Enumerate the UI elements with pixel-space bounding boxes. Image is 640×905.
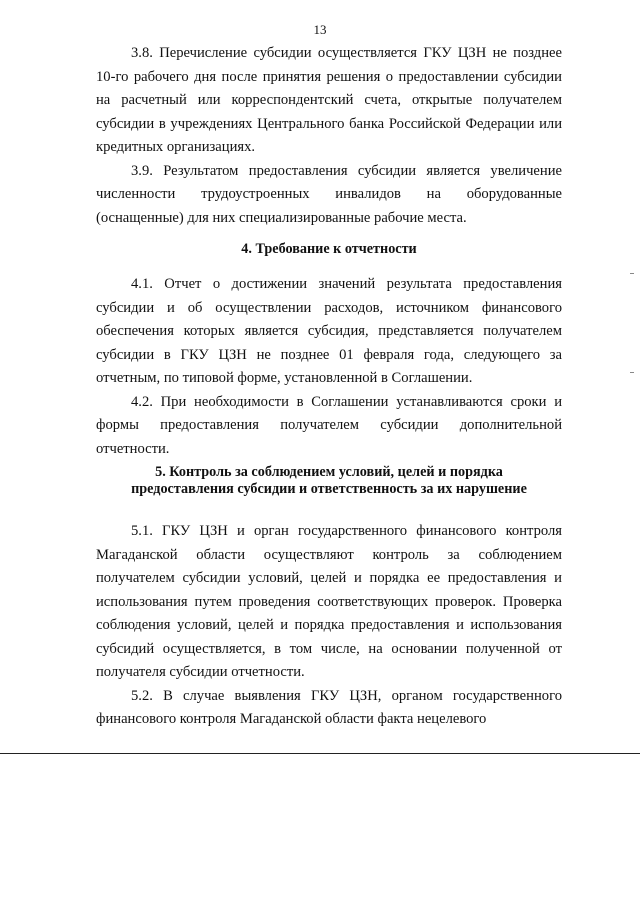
paragraph-3-8: 3.8. Перечисление субсидии осуществляется ГКУ ЦЗН не позднее 10-го рабочего дня после принятия решения о предоставлении субсидии на расчетный или корреспондентский счета, открытые получателем субсидии в учреждениях Центрального банка Российской Федерации или кредитных организациях. — [96, 45, 562, 155]
page-number: 13 — [313, 22, 327, 37]
section-4-heading: 4. Требование к отчетности — [241, 241, 417, 257]
paragraph-5-2: 5.2. В случае выявления ГКУ ЦЗН, органом государственного финансового контроля Магаданской области факта нецелевого — [96, 687, 562, 727]
section-5-heading-line-2: предоставления субсидии и ответственность за их нарушение — [131, 481, 527, 497]
document-body — [96, 42, 562, 732]
paragraph-4-2: 4.2. При необходимости в Соглашении устанавливаются сроки и формы предоставления получателем субсидии дополнительной отчетности. — [96, 393, 562, 457]
section-5-heading — [96, 464, 562, 498]
paragraph-4-1: 4.1. Отчет о достижении значений результата предоставления субсидии и об осуществлении расходов, источником финансового обеспечения которых является субсидия, представляется получателем субсидии в ГКУ ЦЗН не позднее 01 февраля года, следующего за отчетным, по типовой форме, установленной в Соглашении. — [96, 276, 562, 386]
paragraph-3-9: 3.9. Результатом предоставления субсидии является увеличение численности трудоустроенных инвалидов на оборудованные (оснащенные) для них специализированные рабочие места. — [96, 162, 562, 226]
paragraph-5-1: 5.1. ГКУ ЦЗН и орган государственного финансового контроля Магаданской области осуществляют контроль за соблюдением получателем субсидии условий, целей и порядка ее предоставления и использования путем проведения соответствующих проверок. Проверка соблюдения условий, целей и порядка предоставления и использования субсидий осуществляется, в том числе, на основании полученной от получателя субсидии отчетности. — [96, 523, 562, 680]
section-5-heading-line-1: 5. Контроль за соблюдением условий, целей и порядка — [155, 464, 503, 480]
page-bottom-rule — [0, 753, 640, 754]
margin-mark — [630, 372, 634, 373]
margin-mark — [630, 273, 634, 274]
